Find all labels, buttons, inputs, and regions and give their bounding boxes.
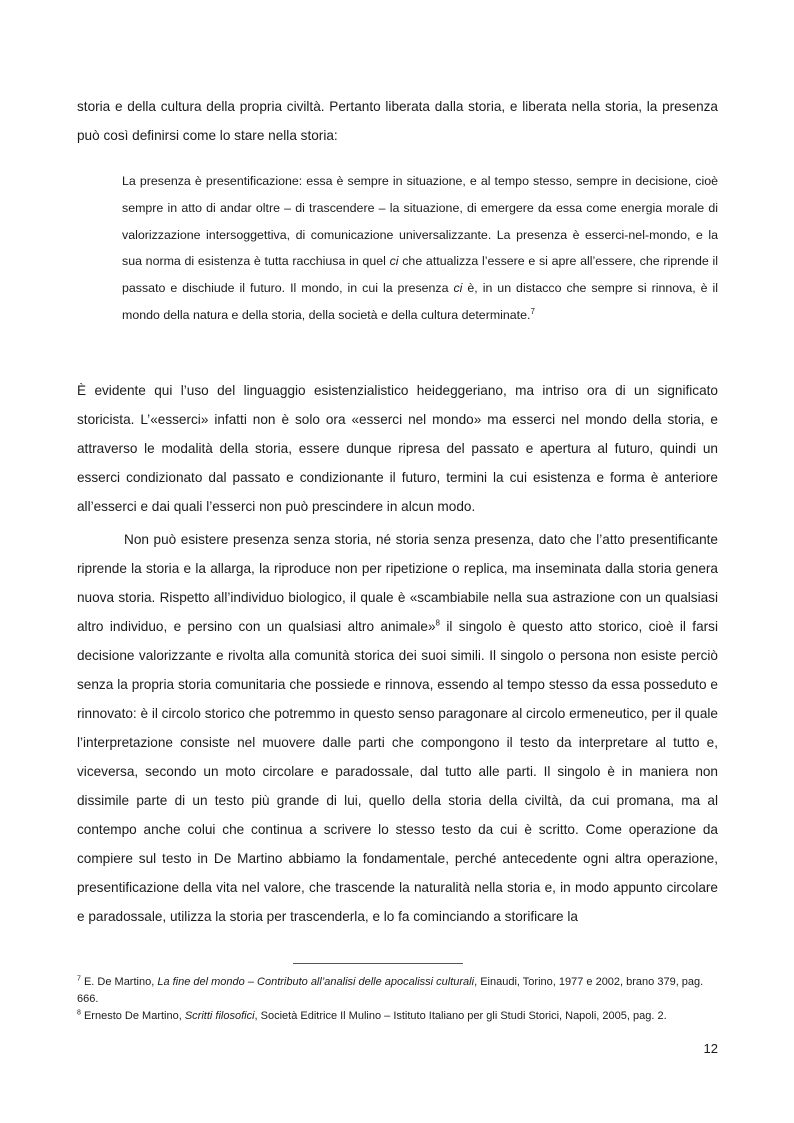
quote-italic-ci-1: ci: [389, 254, 399, 269]
paragraph-1: storia e della cultura della propria civiltà. Pertanto liberata dalla storia, e liberata nella storia, la presenza può così definirsi come lo stare nella storia:: [77, 99, 718, 143]
footnote-ref-8[interactable]: 8: [435, 618, 440, 628]
footnote-7-number: 7: [77, 975, 81, 983]
footnote-7-text-2: , Einaudi, Torino, 1977 e 2002, brano 379, pag. 666.: [77, 976, 704, 1005]
quote-text-2: che attualizza l’essere e si apre all’essere, che riprende il passato e dischiude il futuro. Il mondo, in cui la presenza: [122, 254, 719, 296]
paragraph-3-text-1: Non può esistere presenza senza storia, né storia senza presenza, dato che l’atto presentificante riprende la storia e la allarga, la riproduce non per ripetizione o replica, ma inseminata dalla storia genera nuova storia. Rispetto all’individuo biologico, il quale è «scambiabile nella sua astrazione con un qualsiasi altro individuo, e persino con un qualsiasi altro animale»: [77, 532, 718, 634]
footnote-7-text-1: E. De Martino,: [80, 976, 158, 988]
footnote-7-title: La fine del mondo – Contributo all’analisi delle apocalissi culturali: [157, 976, 475, 988]
footnote-ref-7[interactable]: 7: [530, 306, 535, 316]
footnote-8-number: 8: [77, 1009, 81, 1017]
footnote-separator: [293, 963, 463, 964]
paragraph-2: È evidente qui l’uso del linguaggio esistenzialistico heideggeriano, ma intriso ora di un significato storicista. L’«esserci» infatti non è solo ora «esserci nel mondo» ma esserci nel mondo della storia, e attraverso le modalità della storia, essere dunque ripresa del passato e apertura al futuro, quindi un esserci condizionato dal passato e condizionante il futuro, termini la cui esistenza e forma è anteriore all’esserci e dai quali l’esserci non può prescindere in alcun modo.: [77, 383, 718, 514]
page-number: 12: [703, 1041, 718, 1056]
footnotes: [77, 974, 718, 1026]
quote-text-3: è, in un distacco che sempre si rinnova, è il mondo della natura e della storia, della società e della cultura determinate.: [122, 281, 718, 322]
paragraph-3: [77, 525, 718, 931]
block-quote: [122, 168, 718, 329]
paragraph-3-text-2: il singolo è questo atto storico, cioè il farsi decisione valorizzante e rivolta alla comunità storica dei suoi simili. Il singolo o persona non esiste perciò senza la propria storia comunitaria che possiede e rinnova, essendo al tempo stesso da essa posseduto e rinnovato: è il circolo storico che potremmo in questo senso paragonare al circolo ermeneutico, per il quale l’interpretazione consiste nel muovere dalle parti che compongono il testo da interpretare al tutto e, viceversa, secondo un moto circolare e paradossale, dal tutto alle parti. Il singolo è in maniera non dissimile parte di un testo più grande di lui, quello della storia della civiltà, da cui promana, ma al contempo anche colui che continua a scrivere lo stesso testo da cui è scritto. Come operazione da compiere sul testo in De Martino abbiamo la fondamentale, perché antecedente ogni altra operazione, presentificazione della vita nel valore, che trascende la naturalità nella storia e, in modo appunto circolare e paradossale, utilizza la storia per trascenderla, e lo fa cominciando a storificare la: [77, 619, 718, 924]
footnote-8-text-1: Ernesto De Martino,: [80, 1010, 185, 1022]
quote-italic-ci-2: ci: [453, 281, 463, 296]
footnote-8-text-2: , Società Editrice Il Mulino – Istituto Italiano per gli Studi Storici, Napoli, 2005, pag. 2.: [254, 1010, 667, 1022]
footnote-8-title: Scritti filosofici: [184, 1010, 255, 1022]
quote-text-1: La presenza è presentificazione: essa è sempre in situazione, e al tempo stesso, sempre in decisione, cioè sempre in atto di andar oltre – di trascendere – la situazione, di emergere da essa come energia morale di valorizzazione intersoggettiva, di comunicazione universalizzante. La presenza è esserci-nel-mondo, e la sua norma di esistenza è tutta racchiusa in quel: [122, 174, 718, 269]
footnote-8: [77, 1008, 718, 1025]
footnote-7: [77, 974, 718, 1007]
